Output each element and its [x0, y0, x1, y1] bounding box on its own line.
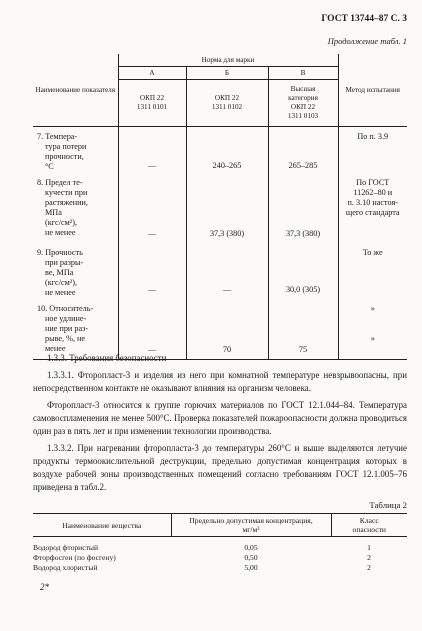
- cell-b: 70: [186, 300, 268, 360]
- table2-label: Таблица 2: [369, 500, 407, 510]
- cell-c: 75: [268, 300, 338, 360]
- okp-a-line2: 1311 0101: [136, 103, 168, 111]
- cell-b: 240–265: [186, 127, 268, 177]
- table-row: [33, 127, 407, 177]
- cell-method: [338, 176, 407, 244]
- section-text: [33, 352, 407, 494]
- substance-name: Водород фтористый: [33, 543, 99, 552]
- paragraph: Фторопласт-3 относится к группе горючих материалов по ГОСТ 12.1.044–84. Температура самовоспламенения не менее 500°С. Проверка показателей пожароопасности должна проводиться один раз в пять лет и при изменении технологии производства.: [33, 400, 407, 436]
- cell-c: 265–285: [268, 127, 338, 177]
- okp-a: [118, 80, 186, 127]
- row-name-line: ние при раз-: [45, 324, 89, 333]
- row-name-line: 10. Относитель-: [37, 304, 94, 313]
- section-title: 1.3.3. Требования безопасности: [47, 353, 167, 363]
- cell-method: [338, 244, 407, 300]
- col-header-substance: Наименование вещества: [33, 514, 171, 537]
- row-name-line: тура потери: [45, 142, 87, 151]
- method-line: По п. 3.9: [357, 132, 389, 141]
- cell-c: 30,0 (305): [268, 244, 338, 300]
- col-header-class: Класс опасности: [331, 514, 407, 537]
- hazard-class: 1: [367, 543, 371, 552]
- okp-c-line2: категория: [288, 94, 318, 102]
- row-name-line: МПа: [45, 208, 62, 217]
- row-name-line: 9. Прочность: [37, 248, 83, 257]
- method-line: щего стандарта: [345, 208, 400, 217]
- document-id: ГОСТ 13744–87 С. 3: [321, 14, 407, 24]
- okp-c-line4: 1311 0103: [287, 112, 319, 120]
- table-row: [33, 176, 407, 244]
- okp-c-line3: ОКП 22: [290, 103, 316, 111]
- substance-name: Водород хлористый: [33, 563, 98, 572]
- row-name-line: не менее: [45, 288, 76, 297]
- substance-name: Фторфосген (по фосгену): [33, 553, 116, 562]
- row-name-line: прочности,: [45, 152, 84, 161]
- okp-a-line1: ОКП 22: [139, 94, 165, 102]
- row-name-line: при разры-: [45, 258, 84, 267]
- row-name-line: ное удлине-: [45, 314, 87, 323]
- okp-c: [268, 80, 338, 127]
- method-line: 11262–80 и: [353, 188, 393, 197]
- concentration-value: 0,05: [244, 543, 258, 552]
- okp-b: [186, 80, 268, 127]
- cell-a: —: [118, 244, 186, 300]
- col-header-method: Метод испытания: [338, 54, 407, 127]
- concentration-value: 5,00: [244, 563, 258, 572]
- row-name-line: 8. Предел те-: [37, 178, 83, 187]
- method-line: »: [370, 304, 375, 313]
- cell-b: —: [186, 244, 268, 300]
- row-name-line: кучести при: [45, 188, 88, 197]
- table-row: [33, 543, 407, 553]
- paragraph: 1.3.3.2. При нагревании фторопласта-3 до температуры 260°С и выше выделяются летучие продукты термоокислительной деструкции, предельно допустимая концентрация которых в воздухе рабочей зоны производственных помещений согласно требованиям ГОСТ 12.1.005–76 приведена в табл.2.: [33, 443, 407, 492]
- row-name-line: (кгс/см²),: [45, 218, 78, 227]
- table-row: [33, 563, 407, 573]
- method-line: То же: [362, 248, 383, 257]
- cell-method: [338, 127, 407, 177]
- method-line: »: [370, 334, 375, 343]
- method-line: По ГОСТ: [356, 178, 390, 187]
- row-name: [33, 300, 118, 360]
- row-name: [33, 127, 118, 177]
- row-name-line: растяжении,: [45, 198, 88, 207]
- cell-c: 37,3 (380): [268, 176, 338, 244]
- hazard-class: 2: [367, 553, 371, 562]
- table-row: [33, 300, 407, 360]
- cell-a: —: [118, 300, 186, 360]
- properties-table: [33, 54, 407, 360]
- okp-b-line2: 1311 0102: [211, 103, 243, 111]
- substances-table: [33, 513, 407, 573]
- table-continuation-label: Продолжение табл. 1: [327, 36, 407, 46]
- cell-a: —: [118, 127, 186, 177]
- col-header-name: Наименование показателя: [33, 54, 118, 127]
- grade-c: В: [268, 67, 338, 80]
- grade-b: Б: [186, 67, 268, 80]
- concentration-value: 0,50: [244, 553, 258, 562]
- footer-mark: 2*: [40, 582, 49, 592]
- cell-a: —: [118, 176, 186, 244]
- row-name-line: (кгс/см²),: [45, 278, 78, 287]
- okp-b-line1: ОКП 22: [214, 94, 240, 102]
- method-line: п. 3.10 настоя-: [347, 198, 398, 207]
- row-name-line: 7. Темпера-: [37, 132, 78, 141]
- row-name-line: °С: [45, 162, 54, 171]
- cell-b: 37,3 (380): [186, 176, 268, 244]
- grade-a: А: [118, 67, 186, 80]
- hazard-class: 2: [367, 563, 371, 572]
- col-header-concentration: Предельно допустимая концентрация, мг/м³: [171, 514, 331, 537]
- row-name-line: ве, МПа: [45, 268, 74, 277]
- row-name-line: рыве, %, не: [45, 334, 86, 343]
- paragraph: 1.3.3.1. Фторопласт-3 и изделия из него при комнатной температуре невзрывоопасны, при непосредственном контакте не оказывают влияния на организм человека.: [33, 370, 407, 393]
- row-name-line: менее: [45, 344, 66, 353]
- row-name: [33, 176, 118, 244]
- okp-c-line1: Высшая: [290, 85, 316, 93]
- row-name-line: не менее: [45, 228, 76, 237]
- table-row: [33, 553, 407, 563]
- cell-method: [338, 300, 407, 360]
- row-name: [33, 244, 118, 300]
- table-row: [33, 244, 407, 300]
- col-header-norm: Норма для марки: [118, 54, 338, 67]
